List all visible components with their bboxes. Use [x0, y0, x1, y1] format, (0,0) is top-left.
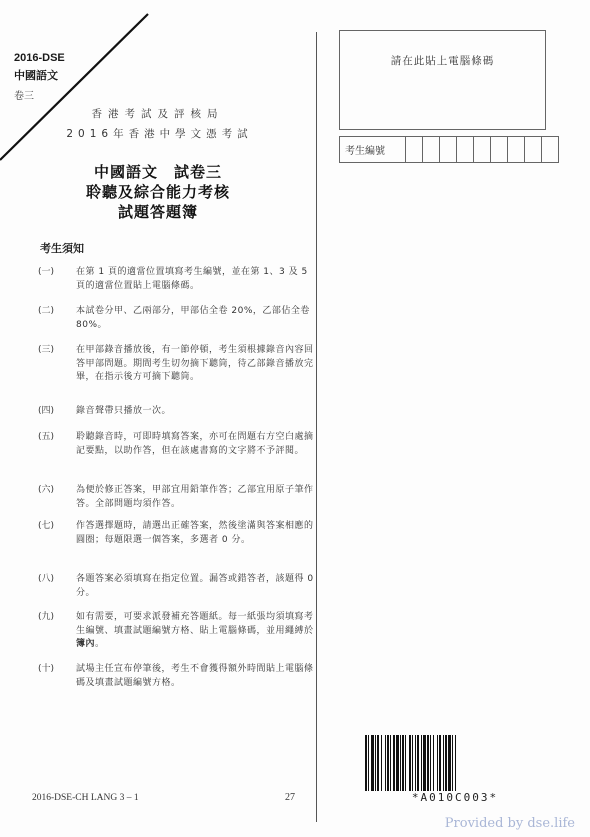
- instruction-text: 本試卷分甲、乙兩部分，甲部佔全卷 20%，乙部佔全卷 80%。: [76, 306, 310, 330]
- instruction-number: (四): [38, 406, 55, 416]
- instruction-number: (二): [38, 306, 55, 316]
- booklet-title: 試題答題簿: [117, 203, 198, 221]
- candidate-number-cell[interactable]: [457, 137, 474, 162]
- instruction-text-bold: 簿內: [76, 639, 96, 649]
- candidate-number-cell[interactable]: [406, 137, 423, 162]
- exam-name: 2016年香港中學文憑考試: [66, 128, 253, 140]
- barcode-graphic: [365, 735, 545, 791]
- candidate-number-cell[interactable]: [508, 137, 525, 162]
- instruction-number: (九): [38, 612, 55, 622]
- candidate-number-cell[interactable]: [440, 137, 457, 162]
- exam-code: 2016-DSE: [14, 52, 65, 64]
- instruction-text: [76, 611, 318, 652]
- instruction-number: (八): [38, 574, 55, 584]
- page-number: 27: [285, 792, 295, 803]
- instruction-text: 為便於修正答案，甲部宜用鉛筆作答；乙部宜用原子筆作答。全部問題均須作答。: [76, 485, 314, 509]
- candidate-number-label: 考生編號: [340, 137, 406, 162]
- subject-name: 中國語文: [14, 70, 58, 82]
- paper-title: 中國語文 試卷三: [93, 163, 222, 181]
- candidate-number-cell[interactable]: [491, 137, 508, 162]
- authority-name: 香港考試及評核局: [91, 108, 224, 120]
- instruction-text: 試場主任宣布停筆後，考生不會獲得額外時間貼上電腦條碼及填畫試題編號方格。: [76, 664, 314, 688]
- footer-paper-code: 2016-DSE-CH LANG 3 – 1: [32, 793, 139, 803]
- instruction-number: (一): [38, 267, 55, 277]
- instruction-text-main: 如有需要，可要求派發補充答題紙。每一紙張均須填寫考生編號、填畫試題編號方格、貼上電腦條碼，並用繩縛於: [76, 612, 314, 636]
- instruction-number: (十): [38, 664, 55, 674]
- candidate-number-cell[interactable]: [474, 137, 491, 162]
- watermark: Provided by dse.life: [444, 816, 575, 831]
- barcode-number: *A010C003*: [411, 791, 499, 804]
- instruction-text: 錄音聲帶只播放一次。: [76, 406, 172, 416]
- instruction-number: (五): [38, 432, 55, 442]
- instruction-text: 在甲部錄音播放後，有一節停頓，考生須根據錄音內容回答甲部問題。期間考生切勿摘下聽筒，待乙部錄音播放完畢，在指示後方可摘下聽筒。: [76, 345, 314, 382]
- instruction-text: 在第 1 頁的適當位置填寫考生編號，並在第 1、3 及 5 頁的適當位置貼上電腦條碼。: [76, 267, 308, 291]
- instructions-heading: 考生須知: [40, 242, 84, 255]
- barcode-sticker-box: [339, 30, 546, 130]
- candidate-number-cell[interactable]: [423, 137, 440, 162]
- instruction-text: 各題答案必須填寫在指定位置。漏答或錯答者，該題得 0 分。: [76, 574, 314, 598]
- instruction-number: (三): [38, 345, 55, 355]
- column-divider: [316, 32, 317, 822]
- candidate-number-field[interactable]: [339, 136, 559, 163]
- instruction-text: 作答選擇題時，請選出正確答案，然後塗滿與答案相應的圓圈；每題限選一個答案，多選者 0 分。: [76, 521, 314, 545]
- instruction-text-tail: 。: [95, 639, 105, 649]
- paper-number: 卷三: [14, 91, 34, 102]
- instruction-number: (七): [38, 521, 55, 531]
- candidate-number-cell[interactable]: [542, 137, 558, 162]
- candidate-number-cell[interactable]: [525, 137, 542, 162]
- barcode-sticker-label: 請在此貼上電腦條碼: [390, 55, 495, 67]
- instruction-text: 聆聽錄音時，可即時填寫答案，亦可在問題右方空白處摘記要點，以助作答，但在該處書寫的文字將不予評閱。: [76, 432, 314, 456]
- instruction-number: (六): [38, 485, 55, 495]
- paper-subtitle: 聆聽及綜合能力考核: [85, 183, 230, 201]
